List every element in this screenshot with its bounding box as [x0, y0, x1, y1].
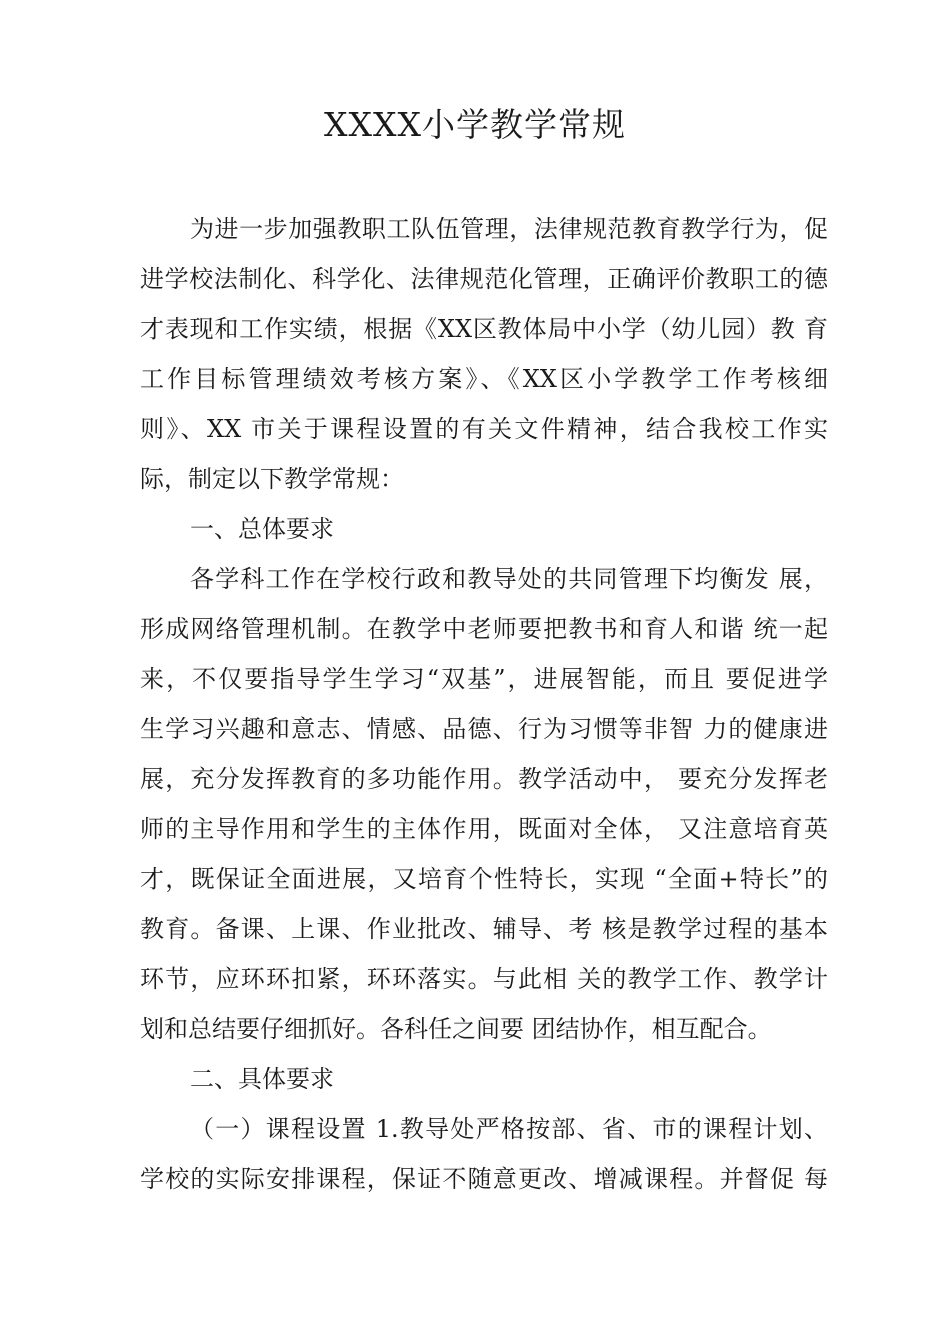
paragraph-line: 才，既保证全面进展，又培育个性特长，实现 “全面+特长”的 [140, 865, 828, 893]
paragraph-line: 各学科工作在学校行政和教导处的共同管理下均衡发 展， [190, 565, 828, 593]
section-heading: 一、总体要求 [190, 515, 334, 543]
paragraph-line: 生学习兴趣和意志、情感、品德、行为习惯等非智 力的健康进 [140, 715, 828, 743]
paragraph-line: 为进一步加强教职工队伍管理，法律规范教育教学行为，促 [190, 215, 828, 243]
paragraph-line: 划和总结要仔细抓好。各科任之间要 团结协作，相互配合。 [140, 1015, 772, 1043]
paragraph-line: 才表现和工作实绩，根据《XX区教体局中小学（幼儿园）教 育 [140, 315, 828, 343]
paragraph-line: 教育。备课、上课、作业批改、辅导、考 核是教学过程的基本 [140, 915, 828, 943]
paragraph-line: 进学校法制化、科学化、法律规范化管理，正确评价教职工的德 [140, 265, 828, 293]
section-heading: 二、具体要求 [190, 1065, 334, 1093]
paragraph-line: 展，充分发挥教育的多功能作用。教学活动中， 要充分发挥老 [140, 765, 828, 793]
paragraph-line: 环节，应环环扣紧，环环落实。与此相 关的教学工作、教学计 [140, 965, 828, 993]
document-body [140, 204, 828, 1204]
paragraph-line: 工作目标管理绩效考核方案》、《XX区小学教学工作考核细 [140, 365, 828, 393]
paragraph-line: 形成网络管理机制。在教学中老师要把教书和育人和谐 统一起 [140, 615, 828, 643]
paragraph-line: 则》、XX 市关于课程设置的有关文件精神，结合我校工作实 [140, 415, 828, 443]
paragraph-line: 学校的实际安排课程，保证不随意更改、增减课程。并督促 每 [140, 1165, 828, 1193]
document-title: XXXX小学教学常规 [324, 105, 626, 144]
paragraph-line: 来，不仅要指导学生学习“双基”，进展智能，而且 要促进学 [140, 665, 828, 693]
paragraph-line: （一）课程设置 1.教导处严格按部、省、市的课程计划、 [190, 1115, 828, 1143]
paragraph-line: 师的主导作用和学生的主体作用，既面对全体， 又注意培育英 [140, 815, 828, 843]
paragraph-line: 际，制定以下教学常规： [140, 465, 404, 493]
